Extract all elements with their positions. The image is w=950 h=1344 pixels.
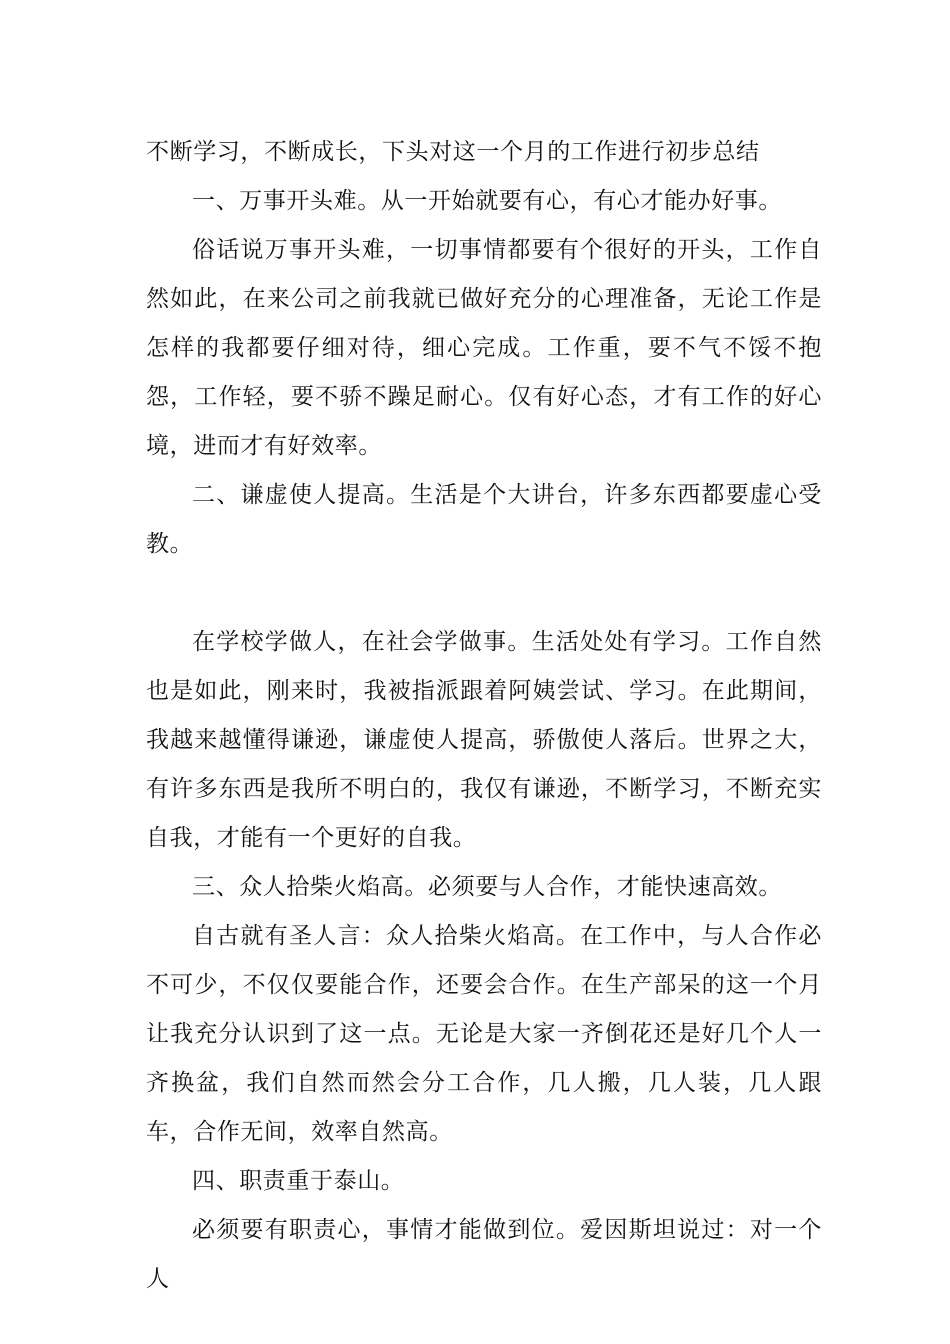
heading-two: 二、谦虚使人提高。生活是个大讲台，许多东西都要虚心受教。 (146, 482, 822, 557)
paragraph-two: 在学校学做人，在社会学做事。生活处处有学习。工作自然也是如此，刚来时，我被指派跟着阿姨尝试、学习。在此期间，我越来越懂得谦逊，谦虚使人提高，骄傲使人落后。世界之大，有许多东西是我所不明白的，我仅有谦逊，不断学习，不断充实自我，才能有一个更好的自我。 (146, 629, 822, 851)
paragraph-three: 自古就有圣人言：众人拾柴火焰高。在工作中，与人合作必不可少，不仅仅要能合作，还要会合作。在生产部呆的这一个月让我充分认识到了这一点。无论是大家一齐倒花还是好几个人一齐换盆，我们自然而然会分工合作，几人搬，几人装，几人跟车，合作无间，效率自然高。 (146, 923, 822, 1145)
document-body (146, 128, 822, 1304)
heading-three: 三、众人拾柴火焰高。必须要与人合作，才能快速高效。 (192, 874, 782, 900)
paragraph-intro: 不断学习，不断成长，下头对这一个月的工作进行初步总结 (146, 139, 760, 165)
heading-one: 一、万事开头难。从一开始就要有心，有心才能办好事。 (192, 188, 782, 214)
heading-four: 四、职责重于泰山。 (192, 1168, 405, 1194)
paragraph-four: 必须要有职责心，事情才能做到位。爱因斯坦说过：对一个人 (146, 1217, 822, 1292)
paragraph-one: 俗话说万事开头难，一切事情都要有个很好的开头，工作自然如此，在来公司之前我就已做好充分的心理准备，无论工作是怎样的我都要仔细对待，细心完成。工作重，要不气不馁不抱怨，工作轻，要不骄不躁足耐心。仅有好心态，才有工作的好心境，进而才有好效率。 (146, 237, 822, 459)
blank-line (146, 569, 822, 618)
